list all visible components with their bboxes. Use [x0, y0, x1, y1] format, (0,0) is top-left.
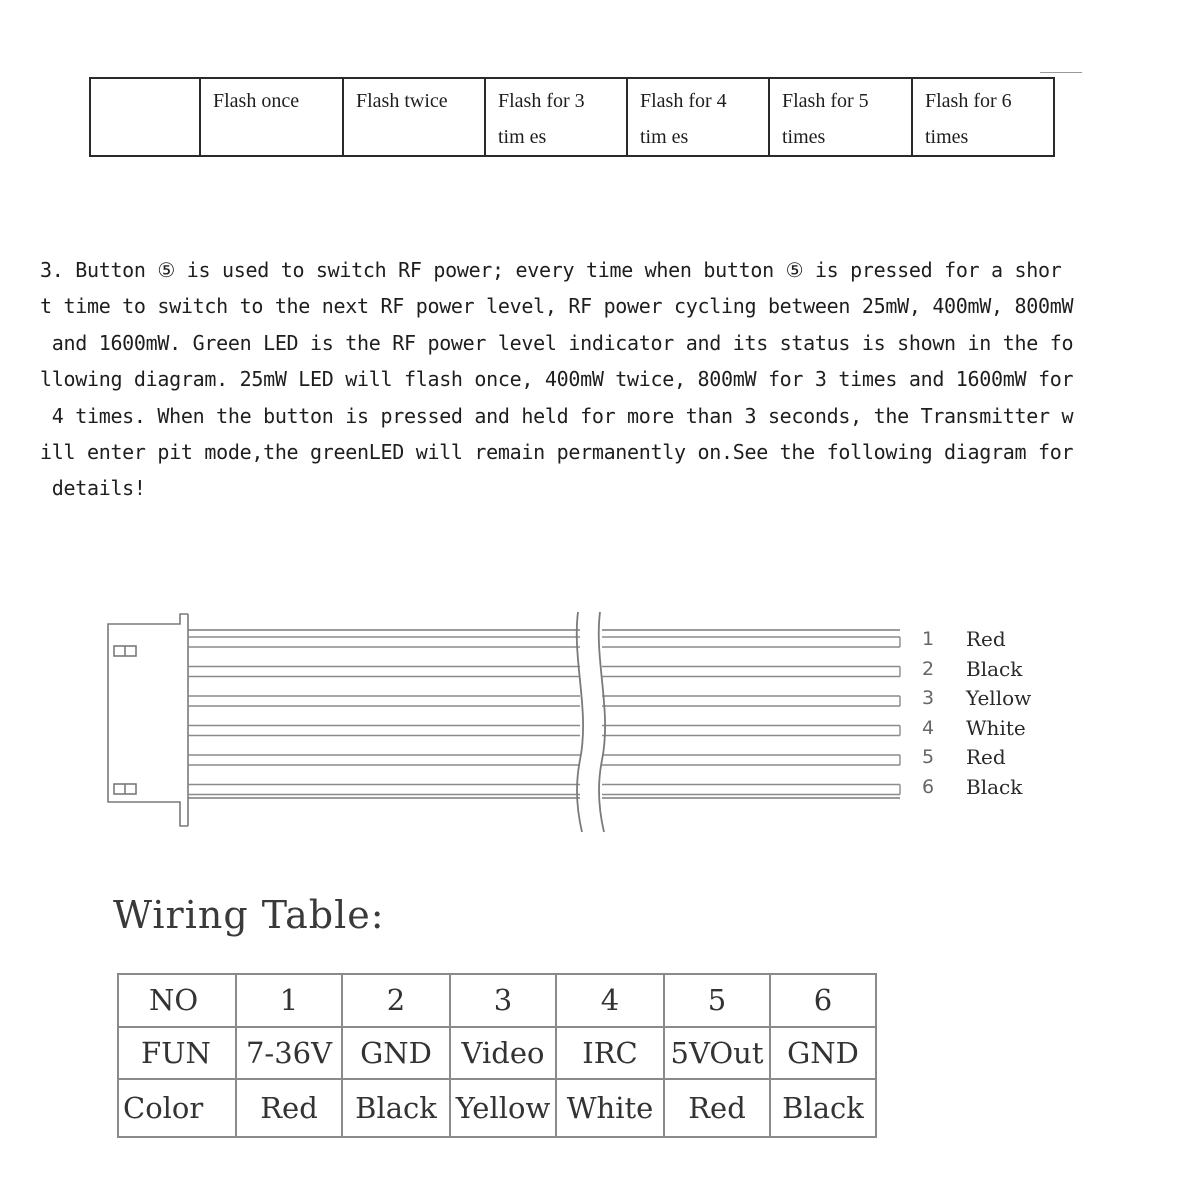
table-cell: 4: [556, 974, 664, 1027]
table-cell: 2: [342, 974, 450, 1027]
table-cell: 6: [770, 974, 876, 1027]
table-cell: Black: [342, 1079, 450, 1137]
table-cell: Flash for 4 tim es: [627, 78, 769, 156]
instruction-paragraph: [40, 252, 1115, 507]
table-cell: Flash for 6 times: [912, 78, 1054, 156]
paragraph-line: t time to switch to the next RF power level, RF power cycling between 25mW, 400mW, 800mW: [40, 294, 1074, 319]
table-row: [118, 974, 876, 1027]
table-cell: 3: [450, 974, 556, 1027]
table-row: [118, 1027, 876, 1080]
wire-number: 1: [922, 628, 935, 650]
wire-number: 6: [922, 775, 935, 798]
table-cell: Black: [770, 1079, 876, 1137]
table-cell: [90, 78, 200, 156]
table-row: [90, 78, 1054, 156]
wire-color-label: Black: [966, 774, 1023, 799]
table-cell: White: [556, 1079, 664, 1137]
table-cell: 7-36V: [236, 1027, 342, 1080]
paragraph-line: ill enter pit mode,the greenLED will remain permanently on.See the following diagram for: [40, 439, 1074, 464]
table-cell: Flash twice: [343, 78, 485, 156]
row-header: Color: [118, 1079, 236, 1137]
wire-color-label: Red: [966, 745, 1006, 769]
table-cell: GND: [770, 1027, 876, 1080]
wire-number: 5: [922, 746, 935, 768]
table-cell: Flash for 5 times: [769, 78, 912, 156]
wire-color-label: White: [966, 715, 1026, 740]
table-cell: IRC: [556, 1027, 664, 1080]
paragraph-line: 4 times. When the button is pressed and held for more than 3 seconds, the Transmitter w: [40, 403, 1074, 428]
row-header: NO: [118, 974, 236, 1027]
wiring-table-title: Wiring Table:: [113, 893, 385, 937]
table-cell: Flash once: [200, 78, 343, 156]
wire-lines: [188, 637, 900, 795]
wire-color-label: Black: [966, 656, 1023, 681]
wiring-table: [117, 973, 877, 1138]
row-header: FUN: [118, 1027, 236, 1080]
table-cell: GND: [342, 1027, 450, 1080]
table-cell: Red: [664, 1079, 770, 1137]
break-mark-icon: [577, 612, 583, 832]
wire-color-label: Yellow: [966, 686, 1032, 710]
table-cell: Flash for 3 tim es: [485, 78, 627, 156]
wire-number: 4: [922, 716, 935, 739]
table-cell: Video: [450, 1027, 556, 1080]
wire-number: 3: [922, 687, 935, 709]
table-cell: Red: [236, 1079, 342, 1137]
table-top-rule: [1040, 72, 1082, 73]
wire-color-label: Red: [966, 627, 1006, 651]
paragraph-line: llowing diagram. 25mW LED will flash once, 400mW twice, 800mW for 3 times and 1600mW for: [40, 367, 1074, 392]
break-mark-icon: [599, 612, 605, 832]
paragraph-line: details!: [40, 476, 146, 501]
paragraph-line: 3. Button ⑤ is used to switch RF power; every time when button ⑤ is pressed for a shor: [40, 258, 1062, 282]
table-cell: 5: [664, 974, 770, 1027]
wire-number: 2: [922, 657, 935, 680]
table-row: [118, 1079, 876, 1137]
table-cell: 5VOut: [664, 1027, 770, 1080]
table-cell: 1: [236, 974, 342, 1027]
flash-pattern-table: [89, 77, 1055, 157]
table-cell: Yellow: [450, 1079, 556, 1137]
paragraph-line: and 1600mW. Green LED is the RF power level indicator and its status is shown in the fo: [40, 330, 1074, 355]
